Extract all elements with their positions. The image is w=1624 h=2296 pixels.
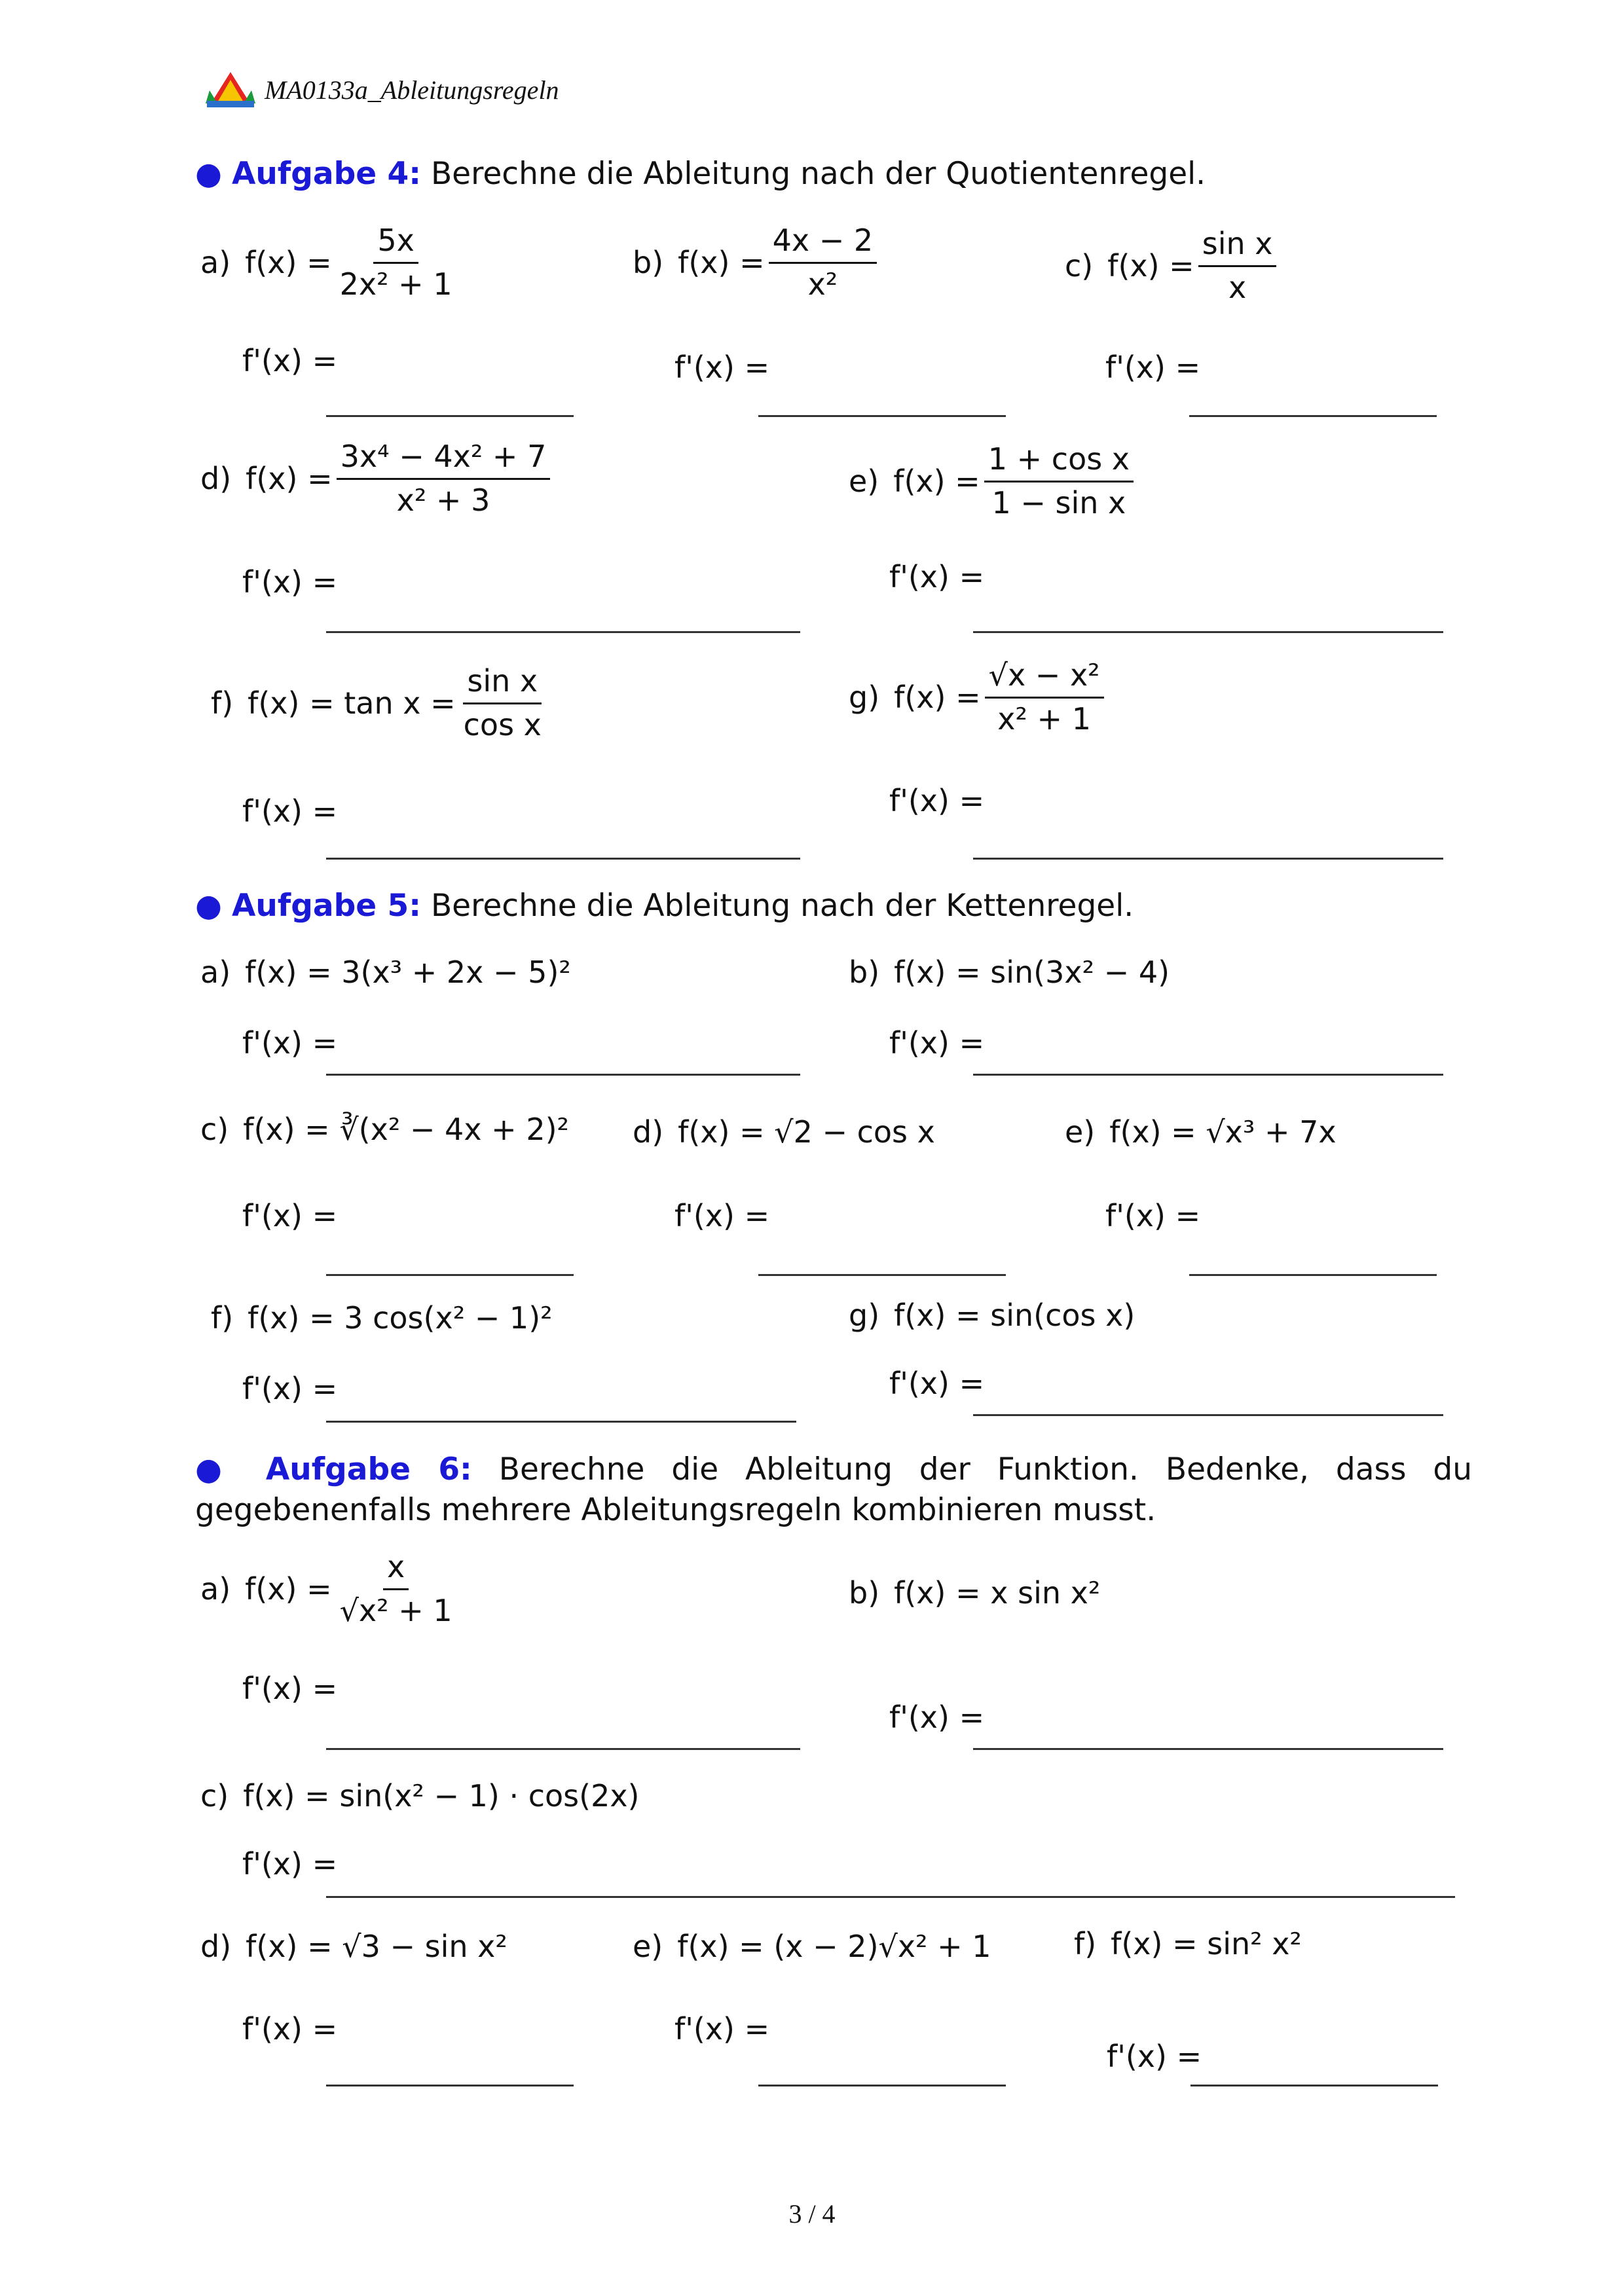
task6-b-function	[849, 1575, 1100, 1611]
item-letter: g)	[849, 1298, 880, 1333]
task4-e-function	[849, 441, 1137, 520]
item-letter: c)	[200, 1112, 229, 1147]
task4-b-answer-label: f'(x) =	[674, 350, 770, 385]
task4-f-function	[211, 663, 549, 742]
task5-b-answer-label: f'(x) =	[889, 1025, 985, 1061]
task6-c-function	[200, 1778, 640, 1813]
task6-instruction: Berechne die Ableitung der Funktion. Bedenke, dass du gegebenenfalls mehrere Ableitungsregeln kombinieren musst.	[195, 1451, 1472, 1528]
denominator: x	[1228, 270, 1247, 305]
item-letter: b)	[633, 244, 664, 280]
task4-g-answer-label: f'(x) =	[889, 783, 985, 818]
function-expression: f(x) = 3 cos(x² − 1)²	[248, 1300, 553, 1336]
task6-a-answer-label: f'(x) =	[242, 1671, 338, 1706]
function-expression: f(x) = ∛(x² − 4x + 2)²	[243, 1112, 569, 1147]
function-lhs: f(x) = tan x =	[248, 685, 456, 721]
denominator: √x² + 1	[339, 1593, 452, 1628]
function-expression: f(x) = √2 − cos x	[678, 1114, 935, 1150]
item-letter: e)	[849, 463, 879, 499]
item-letter: b)	[849, 955, 880, 990]
item-letter: e)	[633, 1929, 663, 1964]
function-expression: f(x) = sin(cos x)	[894, 1298, 1135, 1333]
task4-a-answer-label: f'(x) =	[242, 343, 338, 378]
task6-d-function	[200, 1929, 507, 1964]
numerator: 1 + cos x	[984, 441, 1134, 483]
item-letter: a)	[200, 244, 231, 280]
item-letter: c)	[200, 1778, 229, 1813]
task5-d-answer-line[interactable]	[758, 1274, 1006, 1276]
task5-heading	[195, 888, 1134, 924]
numerator: sin x	[1198, 226, 1277, 267]
logo	[204, 71, 257, 110]
task5-f-answer-label: f'(x) =	[242, 1371, 338, 1406]
numerator: 4x − 2	[769, 223, 877, 264]
task5-f-function	[211, 1300, 553, 1336]
function-expression: f(x) = sin² x²	[1111, 1926, 1302, 1961]
function-lhs: f(x) =	[1107, 247, 1194, 283]
fraction	[985, 657, 1104, 737]
item-letter: f)	[1074, 1926, 1097, 1961]
function-lhs: f(x) =	[678, 244, 765, 280]
denominator: 1 − sin x	[991, 485, 1126, 520]
function-expression: f(x) = √x³ + 7x	[1109, 1114, 1337, 1150]
task5-b-function	[849, 955, 1170, 990]
task4-e-answer-line[interactable]	[973, 631, 1443, 633]
task6-f-function	[1074, 1926, 1302, 1961]
task5-instruction: Berechne die Ableitung nach der Kettenregel.	[421, 888, 1134, 924]
task4-f-answer-label: f'(x) =	[242, 793, 338, 829]
task6-e-function	[633, 1929, 991, 1964]
task4-d-function	[200, 439, 554, 518]
item-letter: b)	[849, 1575, 880, 1611]
task6-e-answer-line[interactable]	[758, 2085, 1006, 2086]
task6-e-answer-label: f'(x) =	[674, 2011, 770, 2047]
function-expression: f(x) = √3 − sin x²	[246, 1929, 507, 1964]
item-letter: a)	[200, 955, 231, 990]
item-letter: d)	[633, 1114, 664, 1150]
fraction	[1198, 226, 1277, 305]
task5-e-function	[1065, 1114, 1337, 1150]
task4-bullet: ●	[195, 156, 223, 192]
page-number: 3 / 4	[788, 2199, 836, 2229]
task4-instruction: Berechne die Ableitung nach der Quotientenregel.	[421, 156, 1206, 192]
task6-label: Aufgabe 6:	[265, 1451, 472, 1487]
item-letter: d)	[200, 460, 232, 496]
function-expression: f(x) = (x − 2)√x² + 1	[677, 1929, 991, 1964]
task6-heading	[195, 1449, 1472, 1531]
fraction	[769, 223, 877, 302]
function-lhs: f(x) =	[246, 460, 333, 496]
denominator: cos x	[463, 707, 542, 742]
task5-f-answer-line[interactable]	[326, 1421, 796, 1423]
task4-c-answer-label: f'(x) =	[1105, 350, 1201, 385]
task4-label: Aufgabe 4:	[231, 156, 421, 192]
item-letter: a)	[200, 1571, 231, 1607]
task6-a-function	[200, 1549, 460, 1628]
item-letter: f)	[211, 1300, 234, 1336]
task5-c-answer-line[interactable]	[326, 1274, 574, 1276]
task6-d-answer-label: f'(x) =	[242, 2011, 338, 2047]
task5-a-function	[200, 955, 571, 990]
task4-b-answer-line[interactable]	[758, 415, 1006, 417]
task5-e-answer-label: f'(x) =	[1105, 1198, 1201, 1233]
task6-d-answer-line[interactable]	[326, 2085, 574, 2086]
task6-b-answer-line[interactable]	[973, 1748, 1443, 1750]
task4-a-answer-line[interactable]	[326, 415, 574, 417]
task5-c-answer-label: f'(x) =	[242, 1198, 338, 1233]
task6-b-answer-label: f'(x) =	[889, 1700, 985, 1735]
function-lhs: f(x) =	[245, 1571, 332, 1607]
task5-label: Aufgabe 5:	[231, 888, 421, 924]
task6-bullet: ●	[195, 1451, 239, 1487]
task4-f-answer-line[interactable]	[326, 858, 800, 860]
function-expression: f(x) = sin(x² − 1) · cos(2x)	[243, 1778, 640, 1813]
task5-a-answer-line[interactable]	[326, 1074, 800, 1076]
task5-d-function	[633, 1114, 935, 1150]
task5-d-answer-label: f'(x) =	[674, 1198, 770, 1233]
document-title: MA0133a_Ableitungsregeln	[265, 75, 559, 105]
task5-c-function	[200, 1112, 569, 1147]
item-letter: e)	[1065, 1114, 1096, 1150]
task4-c-answer-line[interactable]	[1189, 415, 1437, 417]
task4-g-answer-line[interactable]	[973, 858, 1443, 860]
task5-a-answer-label: f'(x) =	[242, 1025, 338, 1061]
fraction	[460, 663, 545, 742]
function-expression: f(x) = 3(x³ + 2x − 5)²	[245, 955, 571, 990]
item-letter: d)	[200, 1929, 232, 1964]
task4-a-function	[200, 223, 460, 302]
task6-c-answer-label: f'(x) =	[242, 1846, 338, 1882]
item-letter: c)	[1065, 247, 1094, 283]
task4-b-function	[633, 223, 881, 302]
fraction	[984, 441, 1134, 520]
task4-g-function	[849, 657, 1108, 737]
task5-bullet: ●	[195, 888, 223, 924]
numerator: 5x	[373, 223, 418, 264]
task6-f-answer-label: f'(x) =	[1107, 2039, 1202, 2074]
function-expression: f(x) = x sin x²	[894, 1575, 1101, 1611]
fraction	[336, 223, 456, 302]
item-letter: g)	[849, 679, 880, 715]
numerator: x	[383, 1549, 409, 1590]
task5-e-answer-line[interactable]	[1189, 1274, 1437, 1276]
function-lhs: f(x) =	[245, 244, 332, 280]
fraction	[337, 439, 551, 518]
task6-f-answer-line[interactable]	[1190, 2085, 1438, 2086]
task4-heading	[195, 156, 1206, 192]
task5-g-function	[849, 1298, 1135, 1333]
task4-d-answer-line[interactable]	[326, 631, 800, 633]
task5-g-answer-line[interactable]	[973, 1414, 1443, 1416]
denominator: x² + 1	[997, 701, 1091, 737]
numerator: √x − x²	[985, 657, 1104, 699]
function-lhs: f(x) =	[893, 463, 980, 499]
denominator: x² + 3	[396, 483, 490, 518]
function-expression: f(x) = sin(3x² − 4)	[894, 955, 1170, 990]
fraction	[336, 1549, 456, 1628]
task6-a-answer-line[interactable]	[326, 1748, 800, 1750]
task4-c-function	[1065, 226, 1280, 305]
task4-e-answer-label: f'(x) =	[889, 559, 985, 594]
numerator: 3x⁴ − 4x² + 7	[337, 439, 551, 480]
denominator: 2x² + 1	[339, 266, 452, 302]
function-lhs: f(x) =	[894, 679, 981, 715]
numerator: sin x	[463, 663, 542, 704]
task5-b-answer-line[interactable]	[973, 1074, 1443, 1076]
item-letter: f)	[211, 685, 234, 721]
task4-d-answer-label: f'(x) =	[242, 564, 338, 600]
task5-g-answer-label: f'(x) =	[889, 1366, 985, 1401]
denominator: x²	[807, 266, 838, 302]
task6-c-answer-line[interactable]	[326, 1896, 1455, 1898]
